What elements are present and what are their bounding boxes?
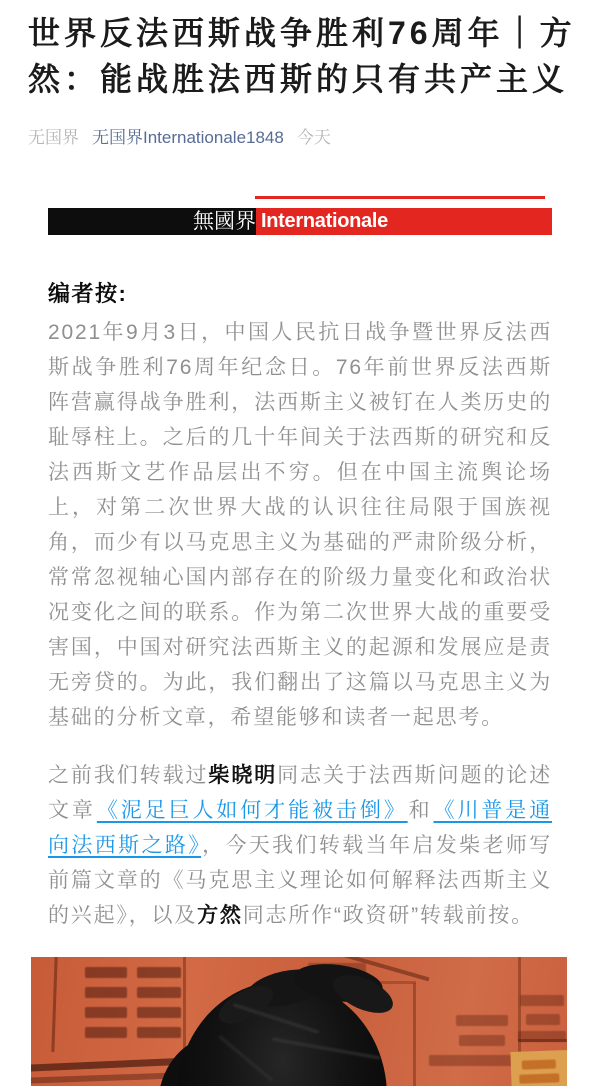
byline xyxy=(28,125,576,151)
article-title-line2: 然：能战胜法西斯的只有共产主义 xyxy=(28,61,569,97)
brick-inscription xyxy=(522,1059,556,1069)
paragraph-text: 同志所作“政资研”转载前按。 xyxy=(242,904,534,927)
brick-inscription xyxy=(137,987,181,998)
inline-article-link[interactable]: 《泥足巨人如何才能被击倒》 xyxy=(96,799,408,822)
brick-mortar-line xyxy=(183,957,186,1049)
account-name-link[interactable]: 无国界Internationale1848 xyxy=(92,128,284,147)
brick-mortar-line xyxy=(413,983,416,1086)
banner-bar xyxy=(48,208,552,235)
brick-mortar-line xyxy=(51,957,57,1052)
bold-person-name: 柴晓明 xyxy=(208,764,278,787)
brick-inscription xyxy=(429,1055,521,1066)
inline-article-link[interactable]: 《川普是通向法西斯之路》 xyxy=(48,799,552,857)
paragraph-text: 和 xyxy=(408,799,433,822)
brick-inscription xyxy=(526,1014,560,1025)
brick-inscription xyxy=(85,1027,127,1038)
brick-inscription xyxy=(137,1007,181,1018)
yellow-brick xyxy=(510,1050,567,1086)
editor-note-paragraph-1: 2021年9月3日，中国人民抗日战争暨世界反法西斯战争胜利76周年纪念日。76年前世界反法西斯阵营赢得战争胜利，法西斯主义被钉在人类历史的耻辱柱上。之后的几十年间关于法西斯的研究和反法西斯文艺作品层出不穷。但在中国主流舆论场上，对第二次世界大战的认识往往局限于国族视角，而少有以马克思主义为基础的严肃阶级分析，常常忽视轴心国内部存在的阶级力量变化和政治状况变化之间的联系。作为第二次世界大战的重要受害国，中国对研究法西斯主义的起源和发展应是责无旁贷的。为此，我们翻出了这篇以马克思主义为基础的分析文章，希望能够和读者一起思考。 xyxy=(48,321,552,729)
brick-inscription xyxy=(137,967,181,978)
bold-person-name: 方然 xyxy=(197,904,243,927)
article-photo[interactable] xyxy=(31,957,567,1086)
brick-inscription xyxy=(456,1015,508,1026)
paragraph-text: 之前我们转载过 xyxy=(48,764,209,787)
banner-logo-image[interactable] xyxy=(48,196,552,235)
brick-inscription xyxy=(520,995,564,1006)
paragraph-text: 同志关于法西斯问题的论述文章 xyxy=(48,764,552,822)
publish-date: 今天 xyxy=(296,128,331,147)
brick-inscription xyxy=(85,967,127,978)
paragraph-text: ，今天我们转载当年启发柴老师写前篇文章的《马克思主义理论如何解释法西斯主义的兴起》，以及 xyxy=(48,834,553,927)
editor-note-heading: 编者按: xyxy=(48,281,128,306)
brick-inscription xyxy=(85,1007,127,1018)
brick-inscription xyxy=(137,1027,181,1038)
article-title-line1: 世界反法西斯战争胜利76周年｜方 xyxy=(28,15,576,51)
editor-note-paragraph-2 xyxy=(48,758,552,933)
brick-mortar-line xyxy=(31,1072,179,1083)
author-name: 无国界 xyxy=(28,128,79,147)
brick-inscription xyxy=(518,1031,566,1042)
brick-inscription xyxy=(519,1073,559,1083)
banner-red-stripe xyxy=(255,196,545,199)
brick-inscription xyxy=(85,987,127,998)
brick-inscription xyxy=(459,1035,505,1046)
banner-latin-label: Internationale xyxy=(256,208,552,235)
article-title xyxy=(28,10,578,102)
banner-cjk-label: 無國界 xyxy=(48,208,256,235)
